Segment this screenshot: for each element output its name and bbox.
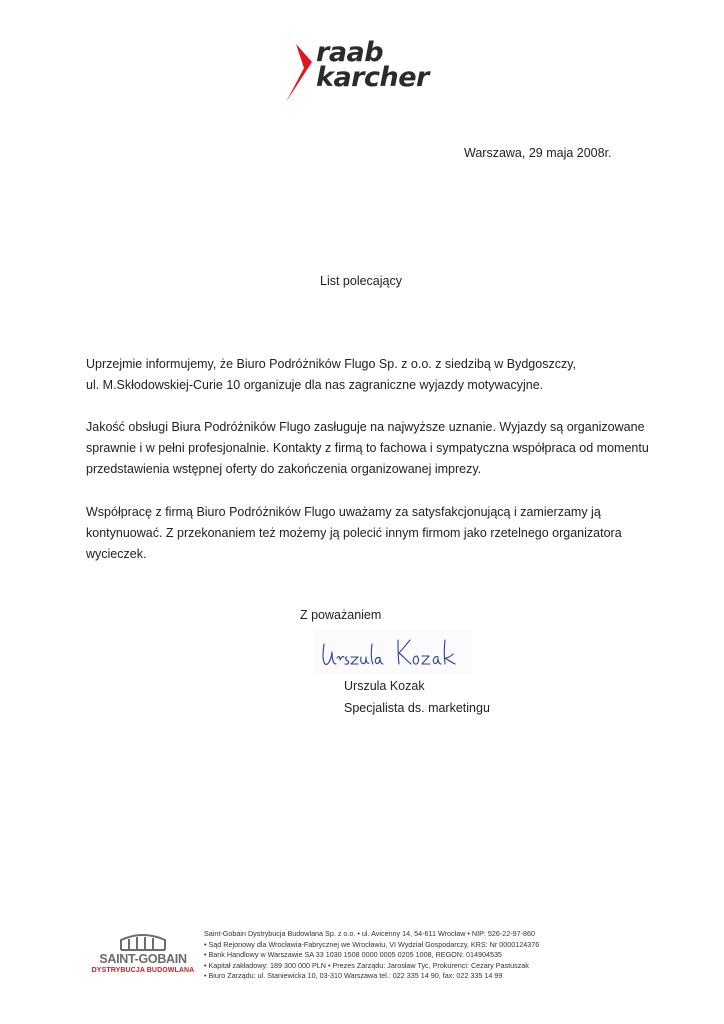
logo-line-1: raab (316, 37, 384, 68)
paragraph-line: Jakość obsługi Biura Podróżników Flugo zasługuje na najwyższe uznanie. Wyjazdy są organizowane (86, 420, 645, 434)
paragraph-1 (86, 354, 646, 396)
saint-gobain-arch-icon (118, 932, 168, 952)
handwritten-signature (314, 630, 472, 674)
paragraph-2 (86, 417, 649, 480)
footer-line: • Bank Handlowy w Warszawie SA 33 1030 1508 0000 0005 0205 1008, REGON: 014904535 (204, 950, 502, 960)
saint-gobain-logo (88, 932, 198, 980)
signature-icon (314, 630, 472, 674)
closing-salutation: Z poważaniem (300, 608, 382, 622)
footer-line: • Kapitał zakładowy: 189 300 000 PLN • Prezes Zarządu: Jarosław Tyc, Prokurenci: Cezary Pastuszak (204, 960, 529, 970)
paragraph-line: Uprzejmie informujemy, że Biuro Podróżników Flugo Sp. z o.o. z siedzibą w Bydgoszczy, (86, 357, 577, 371)
saint-gobain-name: SAINT-GOBAIN (99, 952, 187, 966)
logo-wordmark (316, 37, 429, 93)
letter-date: Warszawa, 29 maja 2008r. (464, 146, 612, 160)
footer-line: Saint-Gobain Dystrybucja Budowlana Sp. z o.o. • ul. Avicenny 14, 54-611 Wrocław • NIP: 526-22-97-860 (204, 929, 536, 938)
letter-title: List polecający (320, 274, 402, 288)
paragraph-line: kontynuować. Z przekonaniem też możemy ją polecić innym firmom jako rzetelnego organizatora (86, 526, 622, 540)
paragraph-line: wycieczek. (86, 547, 147, 561)
signer-name: Urszula Kozak (344, 679, 425, 693)
paragraph-line: przedstawienia wstępnej oferty do zakończenia organizowanej imprezy. (86, 462, 482, 476)
footer-line: • Sąd Rejonowy dla Wrocławia-Fabrycznej we Wrocławiu, VI Wydział Gospodarczy, KRS: Nr 0000124376 (204, 939, 540, 949)
signer-role: Specjalista ds. marketingu (344, 701, 490, 715)
footer-line: • Biuro Zarządu: ul. Staniewicka 10, 03-310 Warszawa tel.: 022 335 14 90, fax: 022 335 14 99 (204, 971, 503, 981)
paragraph-line: Współpracę z firmą Biuro Podróżników Flugo uważamy za satysfakcjonującą i zamierzamy ją (86, 505, 601, 519)
company-footer (204, 929, 644, 982)
paragraph-line: ul. M.Skłodowskiej-Curie 10 organizuje dla nas zagraniczne wyjazdy motywacyjne. (86, 378, 544, 392)
raab-karcher-logo (282, 37, 452, 106)
logo-line-2: karcher (316, 62, 429, 93)
paragraph-3 (86, 502, 646, 565)
saint-gobain-subtitle: DYSTRYBUCJA BUDOWLANA (91, 967, 195, 974)
paragraph-line: sprawnie i w pełni profesjonalnie. Kontakty z firmą to fachowa i sympatyczna współpraca od momentu (86, 441, 649, 455)
